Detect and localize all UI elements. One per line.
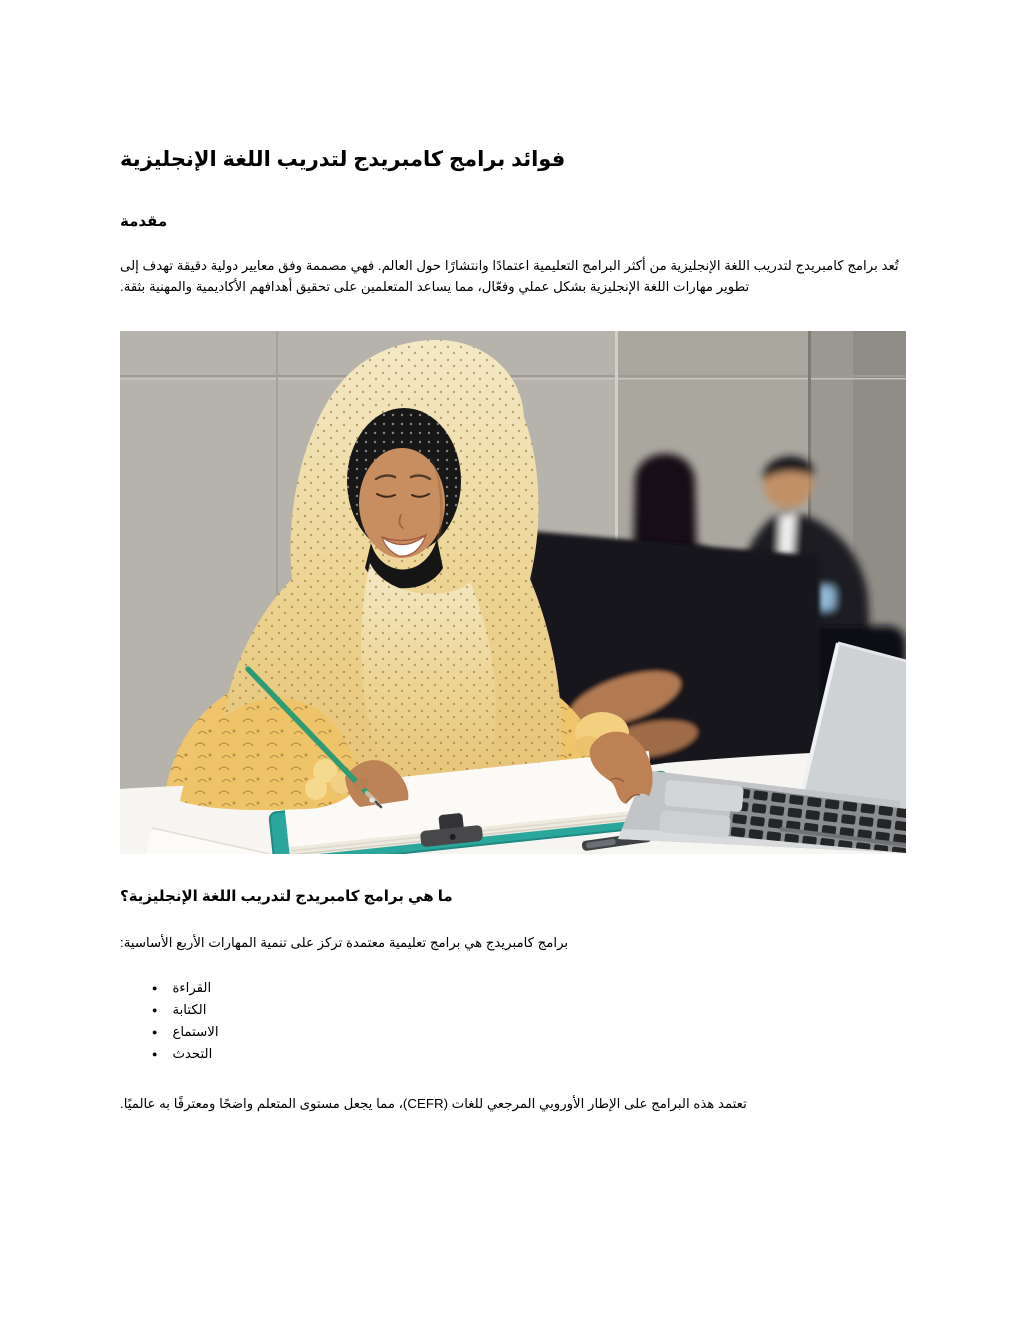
skill-label: القراءة: [172, 980, 212, 995]
skill-label: الكتابة: [172, 1002, 207, 1017]
list-item: [152, 999, 906, 1021]
article-photo-illustration: [120, 331, 906, 854]
bullet-icon: ●: [152, 1049, 158, 1059]
list-item: [152, 1021, 906, 1043]
closing-paragraph: تعتمد هذه البرامج على الإطار الأوروبي المرجعي للغات (CEFR)، مما يجعل مستوى المتعلم واضحًا ومعترفًا به عالميًا.: [120, 1096, 747, 1111]
skill-label: التحدث: [172, 1046, 213, 1061]
skill-label: الاستماع: [172, 1024, 219, 1039]
article-photo: [120, 331, 906, 854]
page-title: فوائد برامج كامبريدج لتدريب اللغة الإنجليزية: [120, 148, 566, 171]
intro-paragraph: تُعد برامج كامبريدج لتدريب اللغة الإنجليزية من أكثر البرامج التعليمية اعتمادًا وانتشارًا حول العالم. فهي مصممة وفق معايير دولية دقيقة تهدف إلى تطوير مهارات اللغة الإنجليزية بشكل عملي وفعّال، مما يساعد المتعلمين على تحقيق أهدافهم الأكاديمية والمهنية بثقة.: [120, 258, 899, 294]
bullet-icon: ●: [152, 983, 158, 993]
intro-heading: مقدمة: [120, 213, 168, 230]
list-item: [152, 1043, 906, 1065]
bullet-icon: ●: [152, 1005, 158, 1015]
skills-list: [120, 977, 906, 1065]
bullet-icon: ●: [152, 1027, 158, 1037]
section-heading: ما هي برامج كامبريدج لتدريب اللغة الإنجليزية؟: [120, 888, 453, 905]
list-item: [152, 977, 906, 999]
section-intro-paragraph: برامج كامبريدج هي برامج تعليمية معتمدة تركز على تنمية المهارات الأربع الأساسية:: [120, 935, 569, 950]
document-content: [120, 0, 906, 1234]
